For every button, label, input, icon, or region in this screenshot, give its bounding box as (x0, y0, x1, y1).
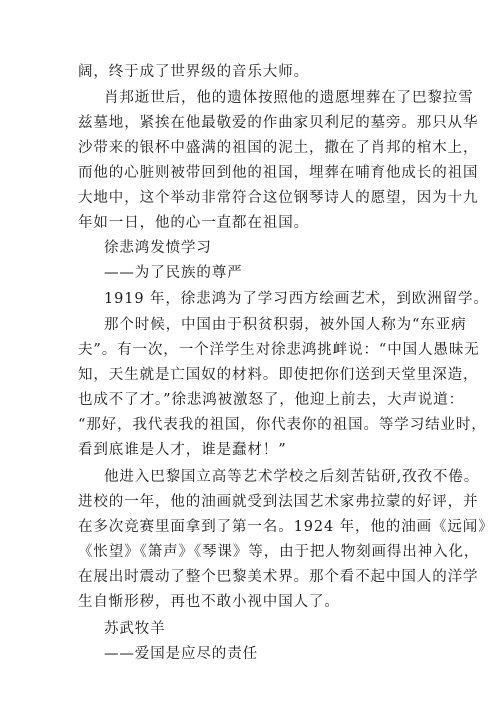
paragraph-line: 1919 年，徐悲鸿为了学习西方绘画艺术，到欧洲留学。 (104, 291, 489, 307)
paragraph-line: 看到底谁是人才，谁是蠢材！” (78, 442, 287, 458)
section-heading: 苏武牧羊 (104, 621, 166, 637)
paragraph-line: “那好，我代表我的祖国，你代表你的祖国。等学习结业时， (78, 417, 487, 433)
paragraph-line: 夫”。有一次，一个洋学生对徐悲鸿挑衅说：“中国人愚昧无 (78, 342, 480, 358)
paragraph-line: 那个时候，中国由于积贫积弱，被外国人称为“东亚病 (104, 317, 467, 333)
paragraph-line: 而他的心脏则被带回到他的祖国，埋葬在哺育他成长的祖国 (78, 165, 479, 181)
paragraph-line: 他进入巴黎国立高等艺术学校之后刻苦钻研,孜孜不倦。 (104, 469, 480, 485)
section-subheading: ——爱国是应尽的责任 (104, 646, 258, 662)
paragraph-line: 大地中，这个举动非常符合这位钢琴诗人的愿望，因为十九 (78, 190, 479, 206)
paragraph-line: 在多次竞赛里面拿到了第一名。1924 年，他的油画《远闻》 (78, 519, 494, 535)
paragraph-line: 兹墓地，紧挨在他最敬爱的作曲家贝利尼的墓旁。那只从华 (78, 115, 479, 131)
paragraph-line: 年如一日，他的心一直都在祖国。 (78, 215, 309, 231)
paragraph-line: 进校的一年，他的油画就受到法国艺术家弗拉蒙的好评，并 (78, 494, 479, 510)
paragraph-line: 阔，终于成了世界级的音乐大师。 (78, 64, 309, 80)
paragraph-line: 《怅望》《箫声》《琴课》等，由于把人物刻画得出神入化， (78, 544, 480, 560)
paragraph-line: 生自惭形秽，再也不敢小视中国人了。 (78, 594, 340, 610)
paragraph-line: 知，天生就是亡国奴的材料。即使把你们送到天堂里深造， (78, 367, 479, 383)
paragraph-line: 肖邦逝世后，他的遗体按照他的遗愿埋葬在了巴黎拉雪 (104, 90, 474, 106)
paragraph-line: 沙带来的银杯中盛满的祖国的泥土，撒在了肖邦的棺木上， (78, 140, 479, 156)
section-subheading: ——为了民族的尊严 (104, 265, 243, 281)
paragraph-line: 在展出时震动了整个巴黎美术界。那个看不起中国人的洋学 (78, 569, 479, 585)
section-heading: 徐悲鸿发愤学习 (104, 240, 212, 256)
paragraph-line: 也成不了才。”徐悲鸿被激怒了，他迎上前去，大声说道： (78, 392, 465, 408)
